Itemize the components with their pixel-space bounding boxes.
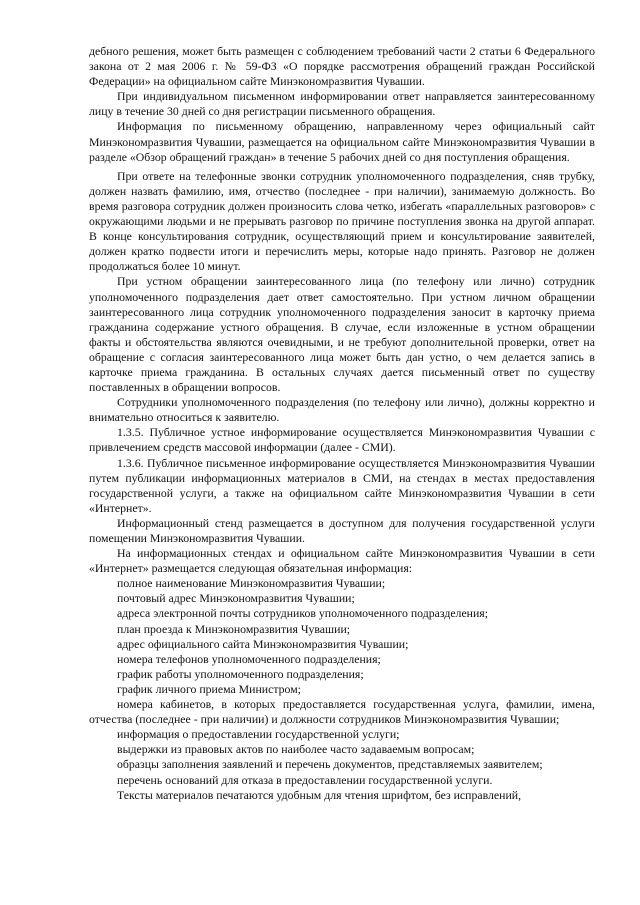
list-item: план проезда к Минэкономразвития Чувашии;: [117, 621, 351, 636]
document-page: [89, 44, 595, 803]
list-item: выдержки из правовых актов по наиболее часто задаваемым вопросам;: [117, 742, 475, 757]
list-item: адреса электронной почты сотрудников уполномоченного подразделения;: [117, 606, 489, 621]
list-item: номера телефонов уполномоченного подразделения;: [117, 651, 381, 666]
list-item: информация о предоставлении государственной услуги;: [117, 727, 400, 742]
list-item: полное наименование Минэкономразвития Чувашии;: [117, 576, 386, 591]
paragraph-texts-printing: Тексты материалов печатаются удобным для чтения шрифтом, без исправлений,: [117, 787, 522, 802]
paragraph-mandatory-info-intro: На информационных стендах и официальном сайте Минэкономразвития Чувашии в сети «Интернет» размещается следующая обязательная информация:: [89, 546, 595, 576]
paragraph-oral-appeal: При устном обращении заинтересованного лица (по телефону или лично) сотрудник уполномоченного подразделения дает ответ самостоятельно. При устном личном обращении заинтересованного лица сотрудник уполномоченного подразделения заносит в карточку приема гражданина содержание устного обращения. В случае, если изложенные в устном обращении факты и обстоятельства являются очевидными, и не требуют дополнительной проверки, ответ на обращение с согласия заинтересованного лица может быть дан устно, о чем делается запись в карточке приема гражданина. В остальных случаях дается письменный ответ по существу поставленных в обращении вопросов.: [89, 274, 595, 395]
paragraph-individual-written-info: При индивидуальном письменном информировании ответ направляется заинтересованному лицу в течение 30 дней со дня регистрации письменного обращения.: [89, 89, 595, 119]
list-item: перечень оснований для отказа в предоставлении государственной услуги.: [117, 772, 493, 787]
paragraph-phone-calls: При ответе на телефонные звонки сотрудник уполномоченного подразделения, сняв трубку, должен назвать фамилию, имя, отчество (последнее - при наличии), занимаемую должность. Во время разговора сотрудник должен произносить слова четко, избегать «параллельных разговоров» с окружающими людьми и не прерывать разговор по причине поступления звонка на другой аппарат. В конце консультирования сотрудник, осуществляющий прием и консультирование заявителей, должен кратко подвести итоги и перечислить меры, которые надо принять. Разговор не должен продолжаться более 10 минут.: [89, 168, 595, 274]
paragraph-continuation: дебного решения, может быть размещен с соблюдением требований части 2 статьи 6 Федерального закона от 2 мая 2006 г. № 59-ФЗ «О порядке рассмотрения обращений граждан Российской Федерации» на официальном сайте Минэкономразвития Чувашии.: [89, 44, 595, 89]
list-item: образцы заполнения заявлений и перечень документов, представляемых заявителем;: [117, 757, 543, 772]
paragraph-info-stand: Информационный стенд размещается в доступном для получения государственной услуги помещении Минэкономразвития Чувашии.: [89, 515, 595, 545]
paragraph-1-3-6: 1.3.6. Публичное письменное информирование осуществляется Минэкономразвития Чувашии путем публикации информационных материалов в СМИ, на стендах в местах предоставления государственной услуги, а также на официальном сайте Минэкономразвития Чувашии в сети «Интернет».: [89, 455, 595, 515]
list-item: график личного приема Министром;: [117, 681, 301, 696]
list-item: график работы уполномоченного подразделения;: [117, 666, 364, 681]
list-item: почтовый адрес Минэкономразвития Чувашии;: [117, 591, 355, 606]
paragraph-1-3-5: 1.3.5. Публичное устное информирование осуществляется Минэкономразвития Чувашии с привлечением средств массовой информации (далее - СМИ).: [89, 425, 595, 455]
list-item: адрес официального сайта Минэкономразвития Чувашии;: [117, 636, 409, 651]
paragraph-staff-conduct: Сотрудники уполномоченного подразделения (по телефону или лично), должны корректно и внимательно относиться к заявителю.: [89, 395, 595, 425]
paragraph-website-appeal-info: Информация по письменному обращению, направленному через официальный сайт Минэкономразвития Чувашии, размещается на официальном сайте Минэкономразвития Чувашии в разделе «Обзор обращений граждан» в течение 5 рабочих дней со дня поступления обращения.: [89, 119, 595, 164]
list-item: номера кабинетов, в которых предоставляется государственная услуга, фамилии, имена, отчества (последнее - при наличии) и должности сотрудников Минэкономразвития Чувашии;: [89, 697, 595, 727]
